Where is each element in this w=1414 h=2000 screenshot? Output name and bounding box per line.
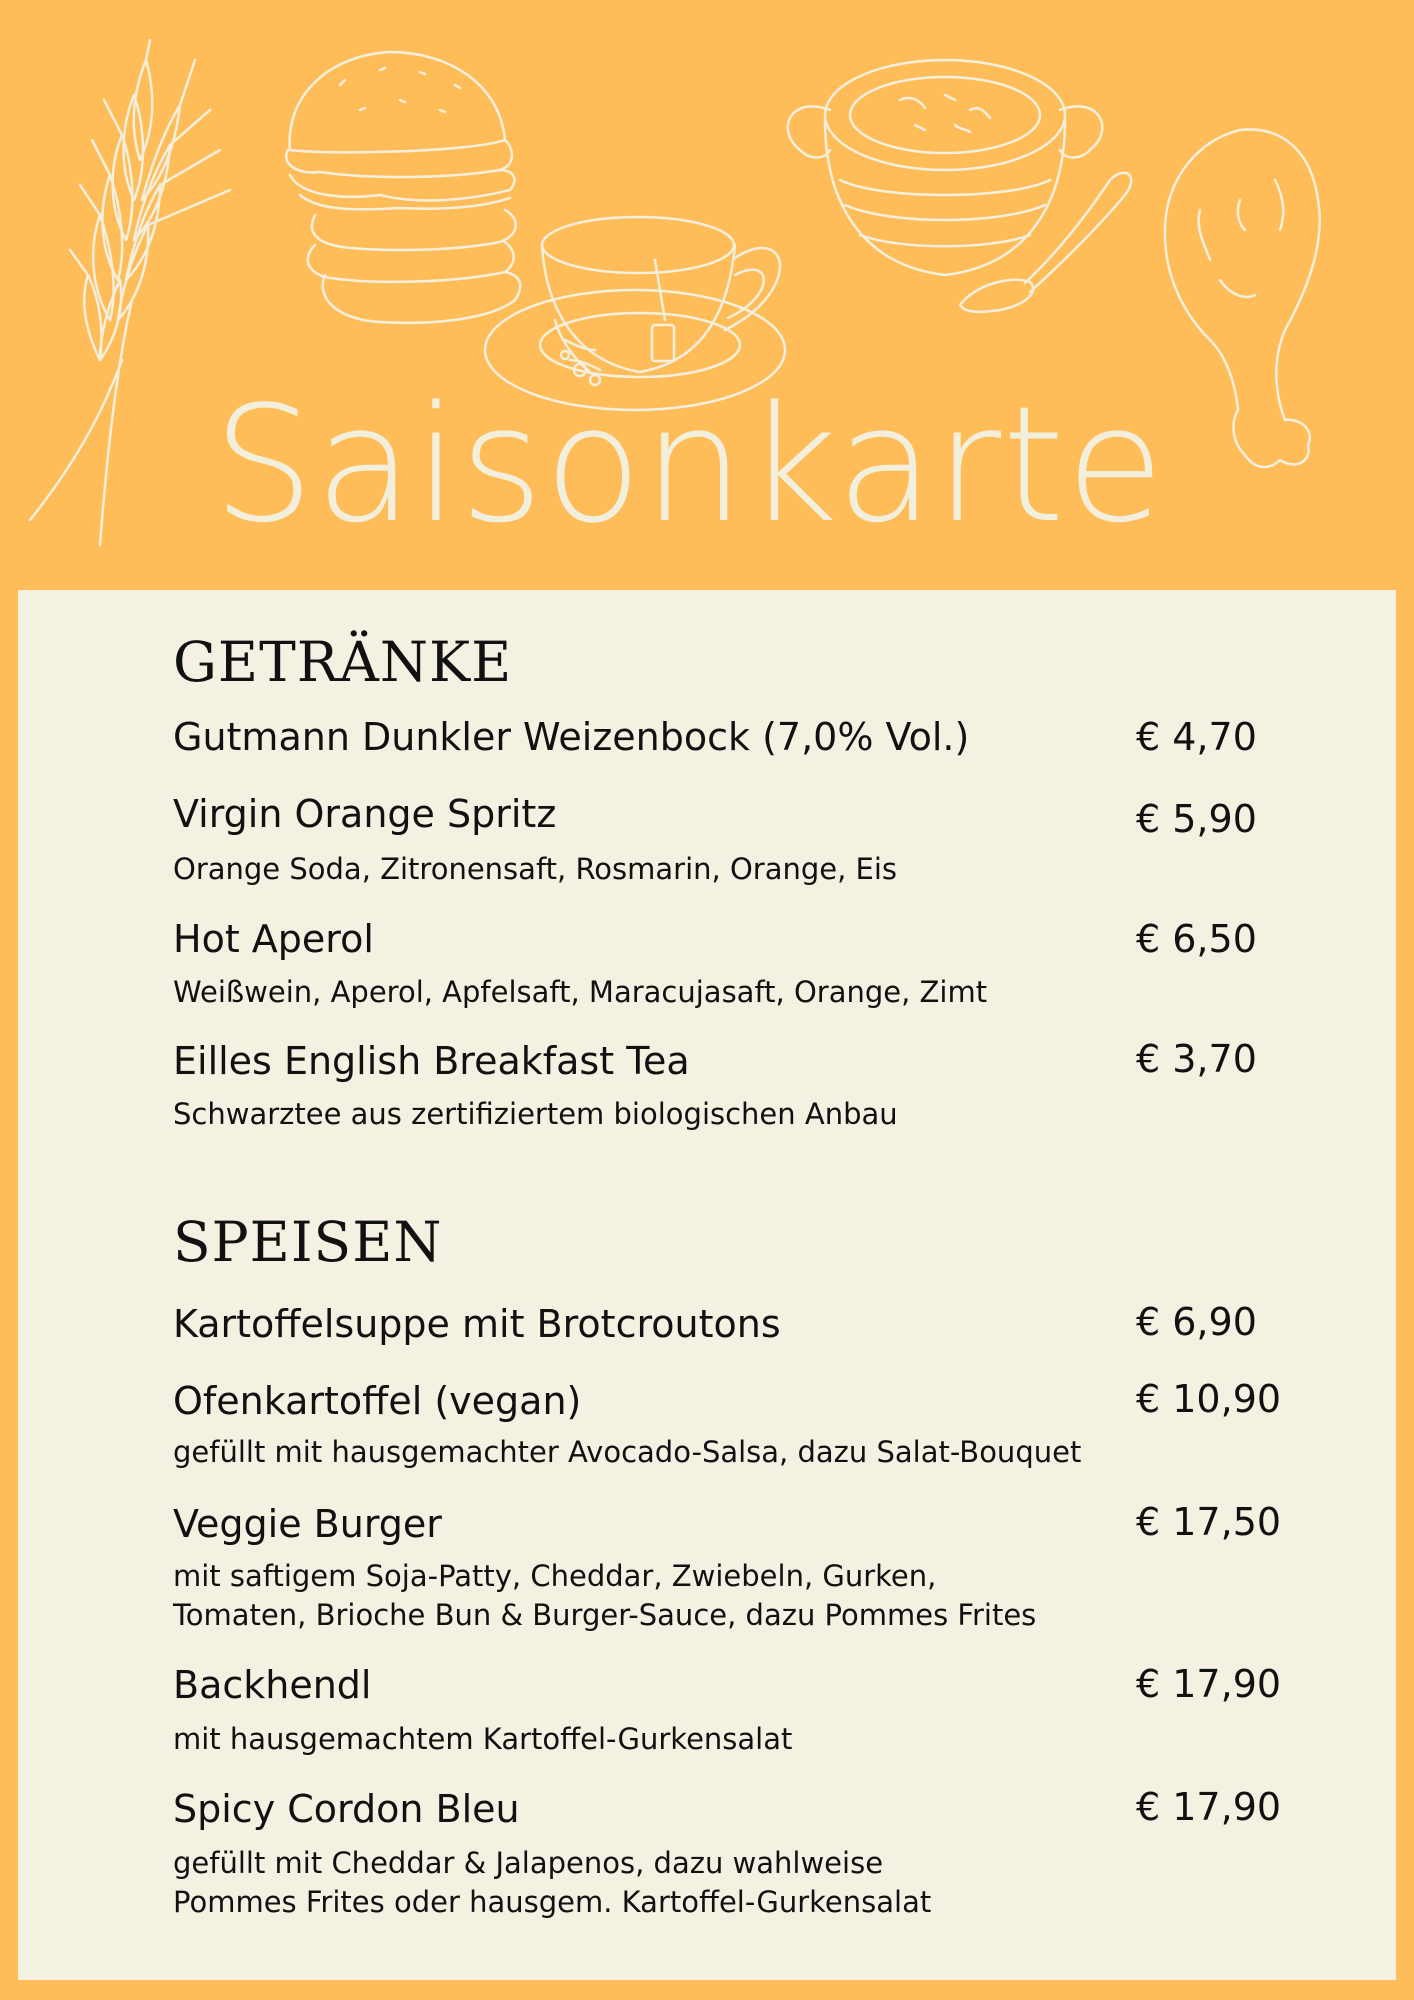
menu-item-description: Schwarztee aus zertifiziertem biologischen Anbau xyxy=(173,1097,898,1131)
menu-item-name: Virgin Orange Spritz xyxy=(173,792,557,836)
menu-item-name: Veggie Burger xyxy=(173,1502,442,1546)
menu-item-name: Eilles English Breakfast Tea xyxy=(173,1039,690,1083)
menu-item-name: Hot Aperol xyxy=(173,917,374,961)
soup-bowl-icon xyxy=(788,60,1102,275)
header xyxy=(0,0,1414,590)
menu-item-description: gefüllt mit Cheddar & Jalapenos, dazu wahlweise xyxy=(173,1846,884,1880)
menu-item-description: mit hausgemachtem Kartoffel-Gurkensalat xyxy=(173,1722,793,1756)
menu-item-price: € 10,90 xyxy=(1136,1377,1282,1421)
menu-item-price: € 17,50 xyxy=(1136,1500,1282,1544)
menu-item-price: € 6,90 xyxy=(1136,1300,1257,1344)
menu-item-name: Ofenkartoffel (vegan) xyxy=(173,1379,582,1423)
menu-item-description: mit saftigem Soja-Patty, Cheddar, Zwiebeln, Gurken, xyxy=(173,1559,937,1593)
menu-item-description: Orange Soda, Zitronensaft, Rosmarin, Orange, Eis xyxy=(173,852,898,886)
menu-item-description: Weißwein, Aperol, Apfelsaft, Maracujasaft, Orange, Zimt xyxy=(173,975,988,1009)
menu-item-description: gefüllt mit hausgemachter Avocado-Salsa, dazu Salat-Bouquet xyxy=(173,1435,1082,1469)
menu-item-price: € 5,90 xyxy=(1136,797,1257,841)
burger-icon xyxy=(286,52,520,323)
menu-item-price: € 17,90 xyxy=(1136,1785,1282,1829)
page-title: Saisonkarte xyxy=(212,371,1166,558)
section-heading-speisen: SPEISEN xyxy=(173,1210,443,1274)
menu-panel xyxy=(18,590,1396,1980)
menu-item-name: Gutmann Dunkler Weizenbock (7,0% Vol.) xyxy=(173,715,970,759)
menu-item-name: Kartoffelsuppe mit Brotcroutons xyxy=(173,1302,781,1346)
menu-item-description: Pommes Frites oder hausgem. Kartoffel-Gurkensalat xyxy=(173,1885,932,1919)
menu-item-price: € 17,90 xyxy=(1136,1662,1282,1706)
menu-item-price: € 3,70 xyxy=(1136,1037,1257,1081)
menu-item-price: € 6,50 xyxy=(1136,917,1257,961)
section-heading-getraenke: GETRÄNKE xyxy=(173,630,513,694)
menu-item-name: Backhendl xyxy=(173,1663,372,1707)
menu-item-price: € 4,70 xyxy=(1136,715,1257,759)
menu-item-name: Spicy Cordon Bleu xyxy=(173,1787,520,1831)
menu-item-description: Tomaten, Brioche Bun & Burger-Sauce, dazu Pommes Frites xyxy=(173,1598,1037,1632)
